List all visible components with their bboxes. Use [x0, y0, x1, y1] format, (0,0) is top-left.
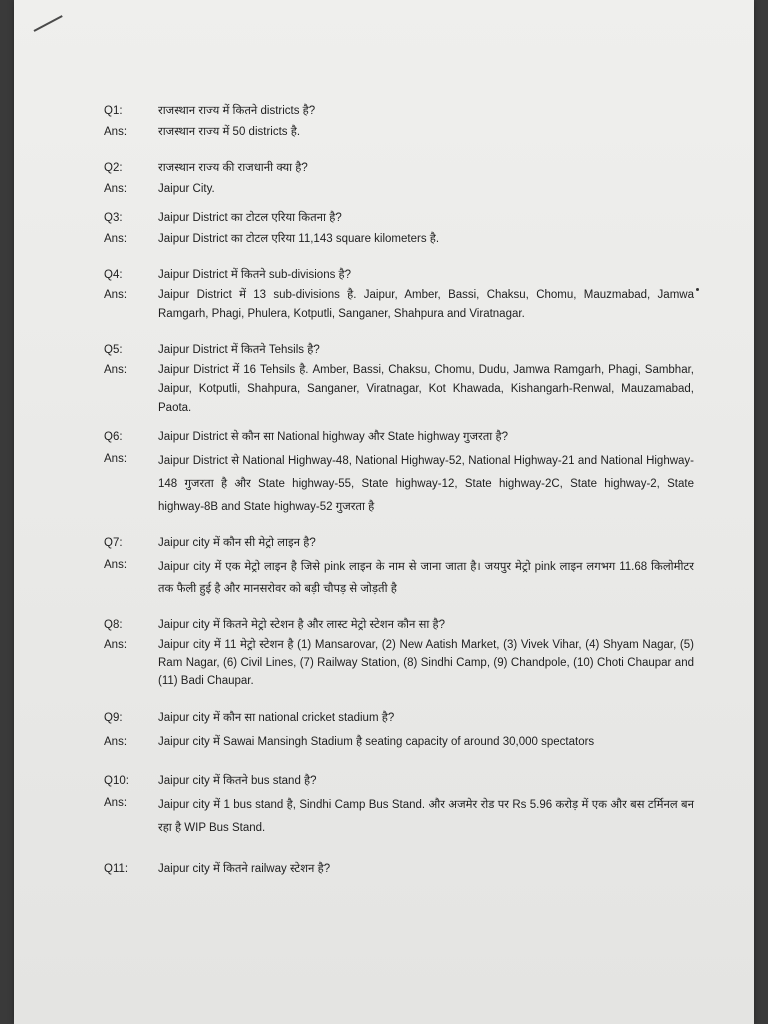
question-row	[104, 106, 694, 118]
question-text: राजस्थान राज्य में कितने districts है?	[158, 105, 316, 117]
answer-text: Jaipur city में एक मेट्रो लाइन है जिसे pink लाइन के नाम से जाना जाता है। जयपुर मेट्रो pink लाइन लगभग 11.68 किलोमीटर तक फैली हुई है और मानसरोवर को बड़ी चौपड़ से जोड़ती है	[158, 560, 694, 595]
answer-label: Ans:	[104, 182, 128, 195]
answer-row	[104, 286, 694, 324]
answer-text: राजस्थान राज्य में 50 districts है.	[158, 125, 301, 138]
answer-text: Jaipur City.	[158, 182, 215, 195]
answer-label: Ans:	[104, 232, 128, 245]
document-page	[14, 0, 754, 1024]
answer-text: Jaipur District में 13 sub-divisions है. Jaipur, Amber, Bassi, Chaksu, Chomu, Mauzmabad, Jamwa Ramgarh, Phagi, Phulera, Kotputli, Sanganer, Shahpura and Viratnagar.	[158, 288, 694, 320]
question-label: Q7:	[104, 537, 123, 549]
question-row	[104, 213, 694, 225]
answer-row	[104, 184, 694, 196]
answer-row	[104, 450, 694, 519]
answer-label: Ans:	[104, 558, 128, 571]
question-label: Q1:	[104, 105, 123, 117]
question-label: Q9:	[104, 712, 123, 724]
answer-row	[104, 361, 694, 418]
question-text: Jaipur city में कौन सी मेट्रो लाइन है?	[158, 537, 316, 549]
question-label: Q4:	[104, 269, 123, 281]
qa-block-4	[104, 270, 694, 324]
answer-row	[104, 636, 694, 690]
qa-block-11	[104, 864, 694, 876]
answer-row	[104, 794, 694, 840]
question-text: राजस्थान राज्य की राजधानी क्या है?	[158, 162, 308, 174]
question-label: Q8:	[104, 619, 123, 631]
qa-block-6	[104, 432, 694, 519]
answer-label: Ans:	[104, 796, 128, 809]
answer-text: Jaipur city में 11 मेट्रो स्टेशन है (1) Mansarovar, (2) New Aatish Market, (3) Vivek Vihar, (4) Shyam Nagar, (5) Ram Nagar, (6) Civil Lines, (7) Railway Station, (8) Sindhi Camp, (9) Chandpole, (10) Choti Chaupar and (11) Badi Chaupar.	[158, 638, 694, 687]
qa-block-3	[104, 213, 694, 245]
answer-text: Jaipur District का टोटल एरिया 11,143 square kilometers है.	[158, 232, 440, 245]
answer-label: Ans:	[104, 125, 128, 138]
question-label: Q5:	[104, 344, 123, 356]
question-row	[104, 713, 694, 725]
answer-label: Ans:	[104, 735, 128, 748]
answer-label: Ans:	[104, 452, 128, 465]
question-text: Jaipur District में कितने sub-divisions है?	[158, 269, 352, 281]
question-text: Jaipur city में कितने bus stand है?	[158, 775, 317, 787]
qa-block-10	[104, 776, 694, 840]
question-row	[104, 432, 694, 444]
question-row	[104, 345, 694, 357]
question-label: Q2:	[104, 162, 123, 174]
answer-row	[104, 556, 694, 600]
pen-mark	[34, 15, 63, 32]
answer-text: Jaipur city में 1 bus stand है, Sindhi Camp Bus Stand. और अजमेर रोड पर Rs 5.96 करोड़ में एक और बस टर्मिनल बन रहा है WIP Bus Stand.	[158, 798, 694, 834]
answer-text: Jaipur District से National Highway-48, National Highway-52, National Highway-21 and National Highway-148 गुजरता है और State highway-55, State highway-12, State highway-2C, State highway-2, State highway-8B and State highway-52 गुजरता है	[158, 454, 694, 513]
question-row	[104, 538, 694, 550]
qa-block-9	[104, 713, 694, 748]
question-text: Jaipur District का टोटल एरिया कितना है?	[158, 212, 342, 224]
answer-text: Jaipur District में 16 Tehsils है. Amber, Bassi, Chaksu, Chomu, Dudu, Jamwa Ramgarh, Phagi, Sambhar, Jaipur, Kotputli, Shahpura, Sanganer, Viratnagar, Kot Khawada, Kishangarh-Renwal, Mauzamabad, Paota.	[158, 363, 694, 414]
question-text: Jaipur city में कितने मेट्रो स्टेशन है और लास्ट मेट्रो स्टेशन कौन सा है?	[158, 619, 446, 631]
qa-block-1	[104, 106, 694, 138]
ink-dot	[696, 288, 699, 291]
question-row	[104, 163, 694, 175]
question-row	[104, 620, 694, 632]
answer-label: Ans:	[104, 288, 128, 301]
answer-label: Ans:	[104, 638, 128, 651]
question-label: Q11:	[104, 863, 129, 875]
qa-block-5	[104, 345, 694, 418]
qa-block-7	[104, 538, 694, 600]
question-label: Q3:	[104, 212, 123, 224]
answer-text: Jaipur city में Sawai Mansingh Stadium है seating capacity of around 30,000 spectators	[158, 735, 595, 748]
question-row	[104, 270, 694, 282]
question-text: Jaipur District से कौन सा National highway और State highway गुजरता है?	[158, 431, 508, 443]
question-text: Jaipur District में कितने Tehsils है?	[158, 344, 320, 356]
question-text: Jaipur city में कितने railway स्टेशन है?	[158, 863, 331, 875]
answer-row	[104, 127, 694, 139]
answer-row	[104, 737, 694, 749]
question-label: Q10:	[104, 775, 129, 787]
answer-label: Ans:	[104, 363, 128, 376]
qa-block-2	[104, 163, 694, 195]
question-row	[104, 864, 694, 876]
question-row	[104, 776, 694, 788]
answer-row	[104, 234, 694, 246]
question-label: Q6:	[104, 431, 123, 443]
qa-block-8	[104, 620, 694, 690]
question-text: Jaipur city में कौन सा national cricket stadium है?	[158, 712, 395, 724]
